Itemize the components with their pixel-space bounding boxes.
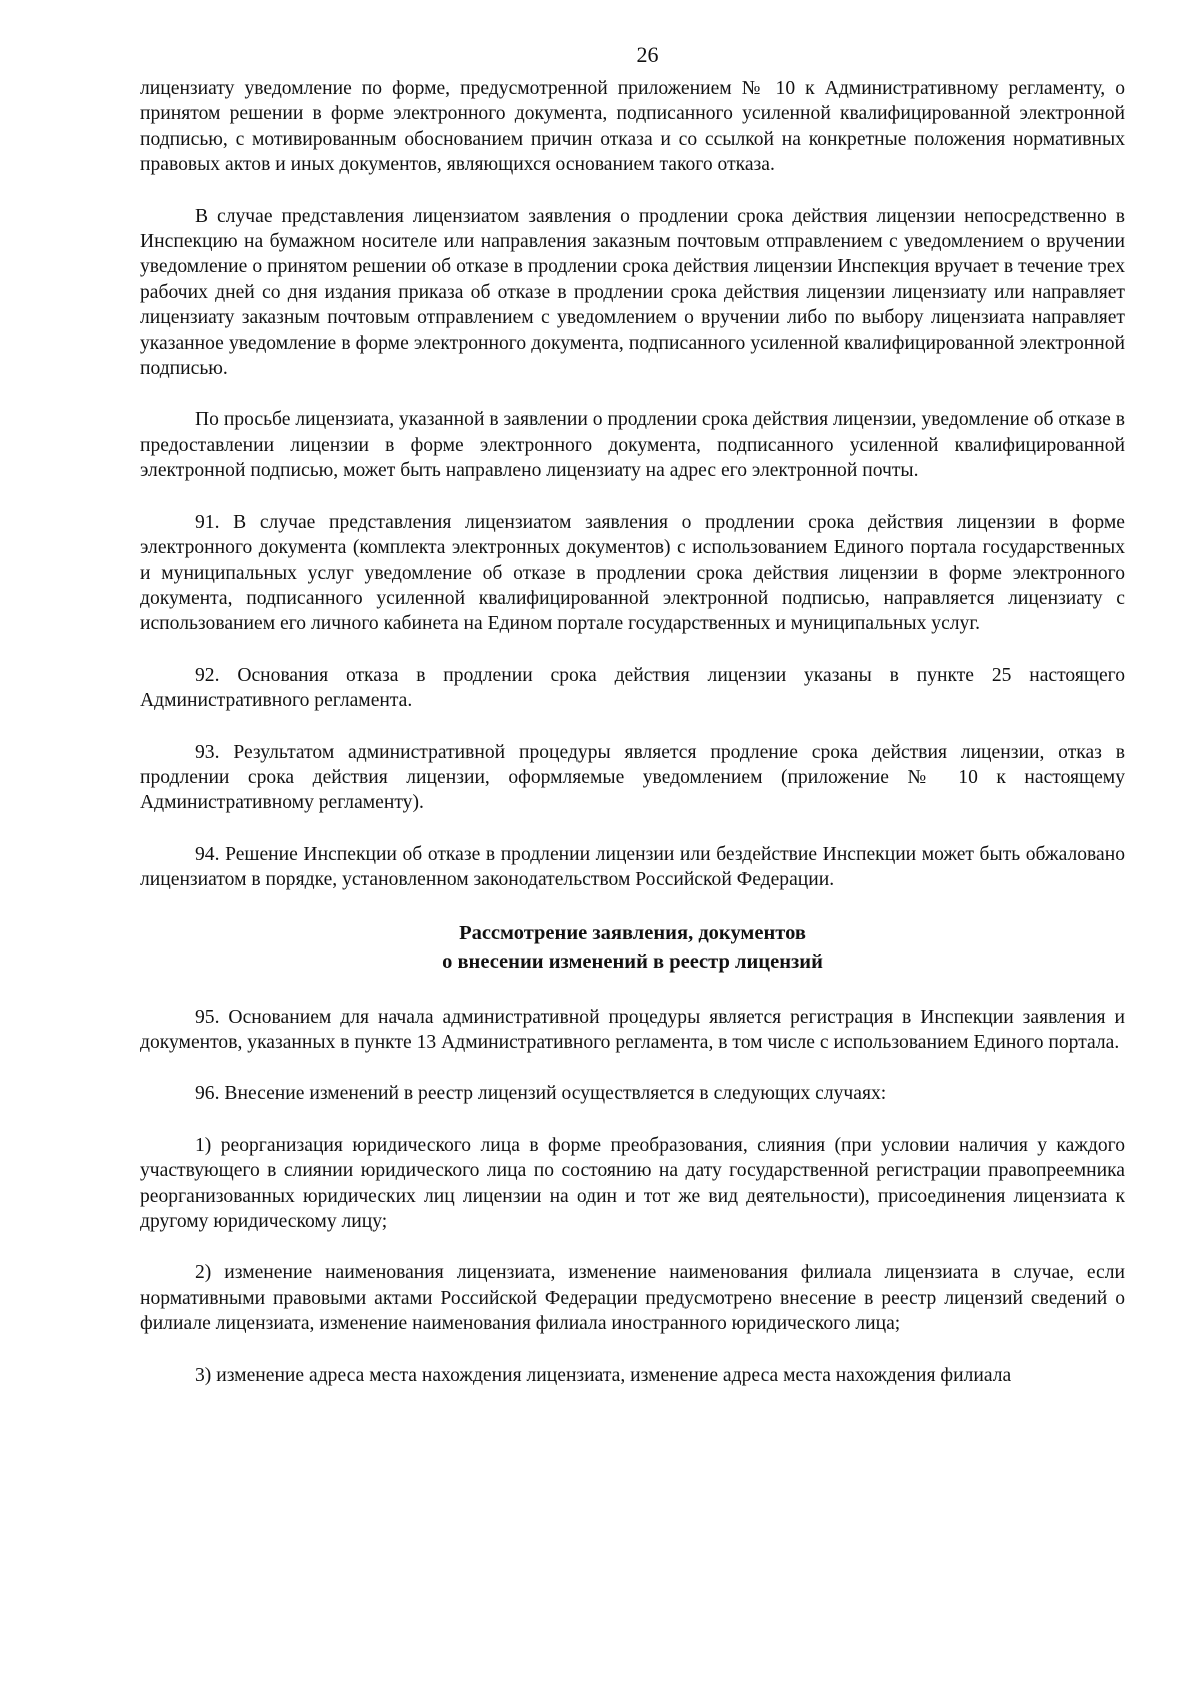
- paragraph-94: 94. Решение Инспекции об отказе в продлении лицензии или бездействие Инспекции может быть обжаловано лицензиатом в порядке, установленном законодательством Российской Федерации.: [140, 843, 1125, 891]
- paragraph-paper-notification: В случае представления лицензиатом заявления о продлении срока действия лицензии непосредственно в Инспекцию на бумажном носителе или направления заказным почтовым отправлением с уведомлением о вручении уведомление о принятом решении об отказе в продлении срока действия лицензии Инспекция вручает в течение трех рабочих дней со дня издания приказа об отказе в продлении срока действия лицензии лицензиату или направляет лицензиату заказным почтовым отправлением с уведомлением о вручении либо по выбору лицензиата направляет указанное уведомление в форме электронного документа, подписанного усиленной квалифицированной электронной подписью.: [140, 205, 1125, 380]
- paragraph-91: 91. В случае представления лицензиатом заявления о продлении срока действия лицензии в форме электронного документа (комплекта электронных документов) с использованием Единого портала государственных и муниципальных услуг уведомление об отказе в продлении срока действия лицензии в форме электронного документа, подписанного усиленной квалифицированной электронной подписью, направляется лицензиату с использованием его личного кабинета на Едином портале государственных и муниципальных услуг.: [140, 511, 1125, 635]
- document-page: [140, 40, 1125, 1388]
- paragraph-96: 96. Внесение изменений в реестр лицензий осуществляется в следующих случаях:: [195, 1083, 887, 1105]
- paragraph-email-notification: По просьбе лицензиата, указанной в заявлении о продлении срока действия лицензии, уведомление об отказе в предоставлении лицензии в форме электронного документа, подписанного усиленной квалифицированной электронной подписью, может быть направлено лицензиату на адрес его электронной почты.: [140, 409, 1125, 482]
- list-item-3: 3) изменение адреса места нахождения лицензиата, изменение адреса места нахождения филиала: [195, 1364, 1012, 1386]
- section-heading: [140, 919, 1125, 977]
- section-heading-line-2: о внесении изменений в реестр лицензий: [442, 950, 823, 973]
- page-number: 26: [636, 42, 659, 67]
- paragraph-95: 95. Основанием для начала административной процедуры является регистрация в Инспекции заявления и документов, указанных в пункте 13 Административного регламента, в том числе с использованием Единого портала.: [140, 1006, 1125, 1053]
- section-heading-line-1: Рассмотрение заявления, документов: [459, 921, 806, 944]
- paragraph-93: 93. Результатом административной процедуры является продление срока действия лицензии, отказ в продлении срока действия лицензии, оформляемые уведомлением (приложение № 10 к настоящему Административному регламенту).: [140, 741, 1125, 814]
- list-item-1: 1) реорганизация юридического лица в форме преобразования, слияния (при условии наличия у каждого участвующего в слиянии юридического лица по состоянию на дату государственной регистрации правопреемника реорганизованных юридических лиц лицензии на один и тот же вид деятельности), присоединения лицензиата к другому юридическому лицу;: [140, 1134, 1125, 1232]
- paragraph-continuation: лицензиату уведомление по форме, предусмотренной приложением № 10 к Административному регламенту, о принятом решении в форме электронного документа, подписанного усиленной квалифицированной электронной подписью, с мотивированным обоснованием причин отказа и со ссылкой на конкретные положения нормативных правовых актов и иных документов, являющихся основанием такого отказа.: [140, 78, 1125, 176]
- paragraph-92: 92. Основания отказа в продлении срока действия лицензии указаны в пункте 25 настоящего Административного регламента.: [140, 664, 1125, 712]
- list-item-2: 2) изменение наименования лицензиата, изменение наименования филиала лицензиата в случае, если нормативными правовыми актами Российской Федерации предусмотрено внесение в реестр лицензий сведений о филиале лицензиата, изменение наименования филиала иностранного юридического лица;: [140, 1262, 1125, 1335]
